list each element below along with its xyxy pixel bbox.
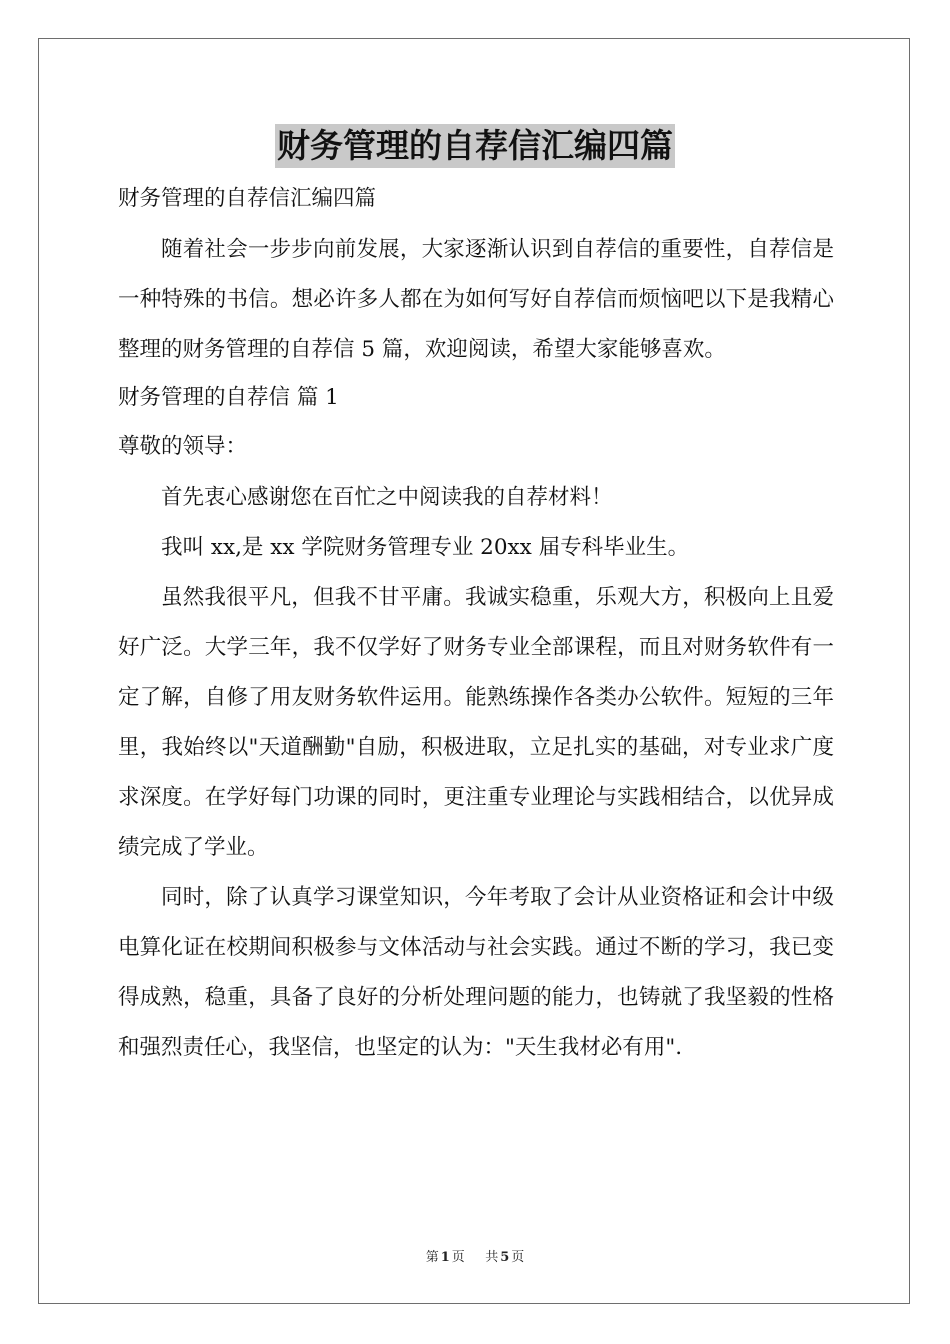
title-container <box>0 124 950 168</box>
body-paragraph: 同时，除了认真学习课堂知识，今年考取了会计从业资格证和会计中级电算化证在校期间积极参与文体活动与社会实践。通过不断的学习，我已变得成熟，稳重，具备了良好的分析处理问题的能力，也铸就了我坚毅的性格和强烈责任心，我坚信，也坚定的认为："天生我材必有用". <box>118 885 834 1060</box>
salutation: 尊敬的领导： <box>118 434 248 459</box>
subtitle-line: 财务管理的自荐信汇编四篇 <box>118 186 377 211</box>
document-body <box>118 176 834 1073</box>
body-paragraph: 虽然我很平凡，但我不甘平庸。我诚实稳重，乐观大方，积极向上且爱好广泛。大学三年，我不仅学好了财务专业全部课程，而且对财务软件有一定了解，自修了用友财务软件运用。能熟练操作各类办公软件。短短的三年里，我始终以"天道酬勤"自励，积极进取，立足扎实的基础，对专业求广度求深度。在学好每门功课的同时，更注重专业理论与实践相结合，以优异成绩完成了学业。 <box>118 585 834 860</box>
total-count: 5 <box>500 1250 510 1265</box>
page-current: 1 <box>440 1250 450 1265</box>
total-suffix: 页 <box>511 1250 525 1265</box>
intro-paragraph: 随着社会一步步向前发展，大家逐渐认识到自荐信的重要性，自荐信是一种特殊的书信。想必许多人都在为如何写好自荐信而烦恼吧以下是我精心整理的财务管理的自荐信 5 篇，欢迎阅读，希望大家能够喜欢。 <box>118 237 834 362</box>
page-footer <box>0 1246 950 1265</box>
total-prefix: 共 <box>485 1250 499 1265</box>
page-prefix: 第 <box>425 1250 439 1265</box>
body-paragraph: 首先衷心感谢您在百忙之中阅读我的自荐材料！ <box>161 485 613 510</box>
page-suffix: 页 <box>451 1250 465 1265</box>
page-number <box>424 1250 467 1265</box>
page-total <box>475 1250 526 1265</box>
section-heading: 财务管理的自荐信 篇 1 <box>118 385 339 410</box>
body-paragraph: 我叫 xx,是 xx 学院财务管理专业 20xx 届专科毕业生。 <box>161 535 690 560</box>
document-title: 财务管理的自荐信汇编四篇 <box>275 124 675 168</box>
